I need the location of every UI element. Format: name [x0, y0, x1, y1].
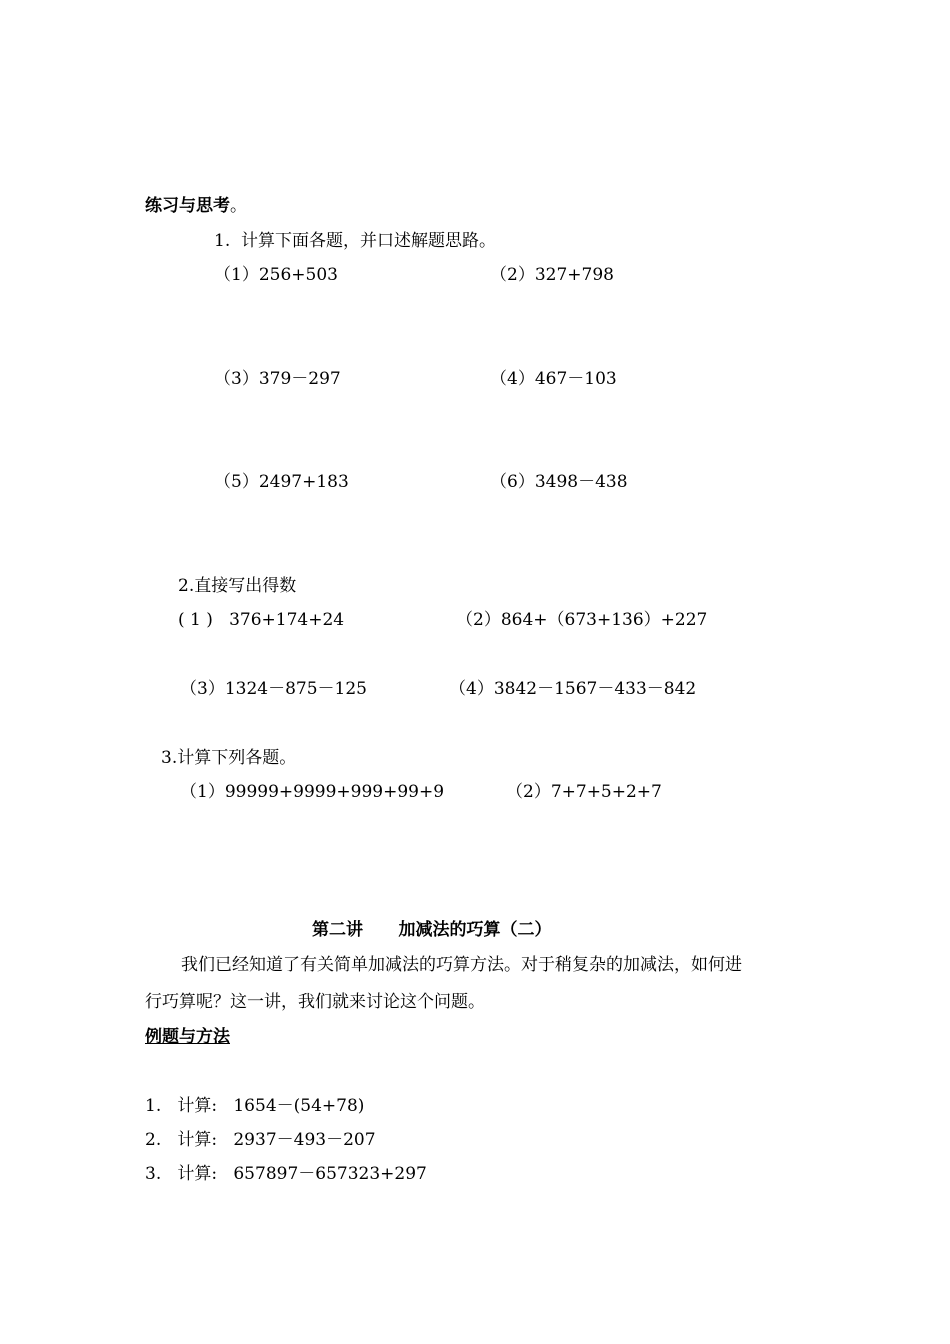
question-2-item: （4）3842－1567－433－842 [449, 679, 697, 699]
example-item: 3. 计算: 657897－657323+297 [145, 1164, 427, 1184]
question-1-item: （2）327+798 [490, 265, 614, 285]
question-1-item: （5）2497+183 [214, 472, 349, 492]
question-3-item: （2）7+7+5+2+7 [506, 782, 662, 802]
example-item: 2. 计算: 2937－493－207 [145, 1130, 376, 1150]
question-1-item: （1）256+503 [214, 265, 338, 285]
question-2-item: （3）1324－875－125 [180, 679, 367, 699]
intro-paragraph-line: 行巧算呢？这一讲，我们就来讨论这个问题。 [145, 992, 485, 1012]
lecture-title: 第二讲 加减法的巧算（二） [312, 920, 552, 940]
question-2-item: ( 1 ) 376+174+24 [178, 610, 345, 630]
examples-heading: 例题与方法 [145, 1027, 230, 1047]
example-item: 1. 计算: 1654－(54+78) [145, 1096, 365, 1116]
practice-heading: 练习与思考。 [145, 196, 247, 216]
question-1-item: （3）379－297 [214, 369, 341, 389]
question-3-title: 3.计算下列各题。 [161, 748, 297, 768]
question-2-title: 2.直接写出得数 [178, 576, 297, 596]
question-1-title: 1. 计算下面各题，并口述解题思路。 [214, 231, 497, 251]
question-2-item: （2）864+（673+136）+227 [456, 610, 708, 630]
intro-paragraph-line: 我们已经知道了有关简单加减法的巧算方法。对于稍复杂的加减法，如何进 [181, 955, 742, 975]
question-3-item: （1）99999+9999+999+99+9 [180, 782, 445, 802]
question-1-item: （4）467－103 [490, 369, 617, 389]
question-1-item: （6）3498－438 [490, 472, 628, 492]
